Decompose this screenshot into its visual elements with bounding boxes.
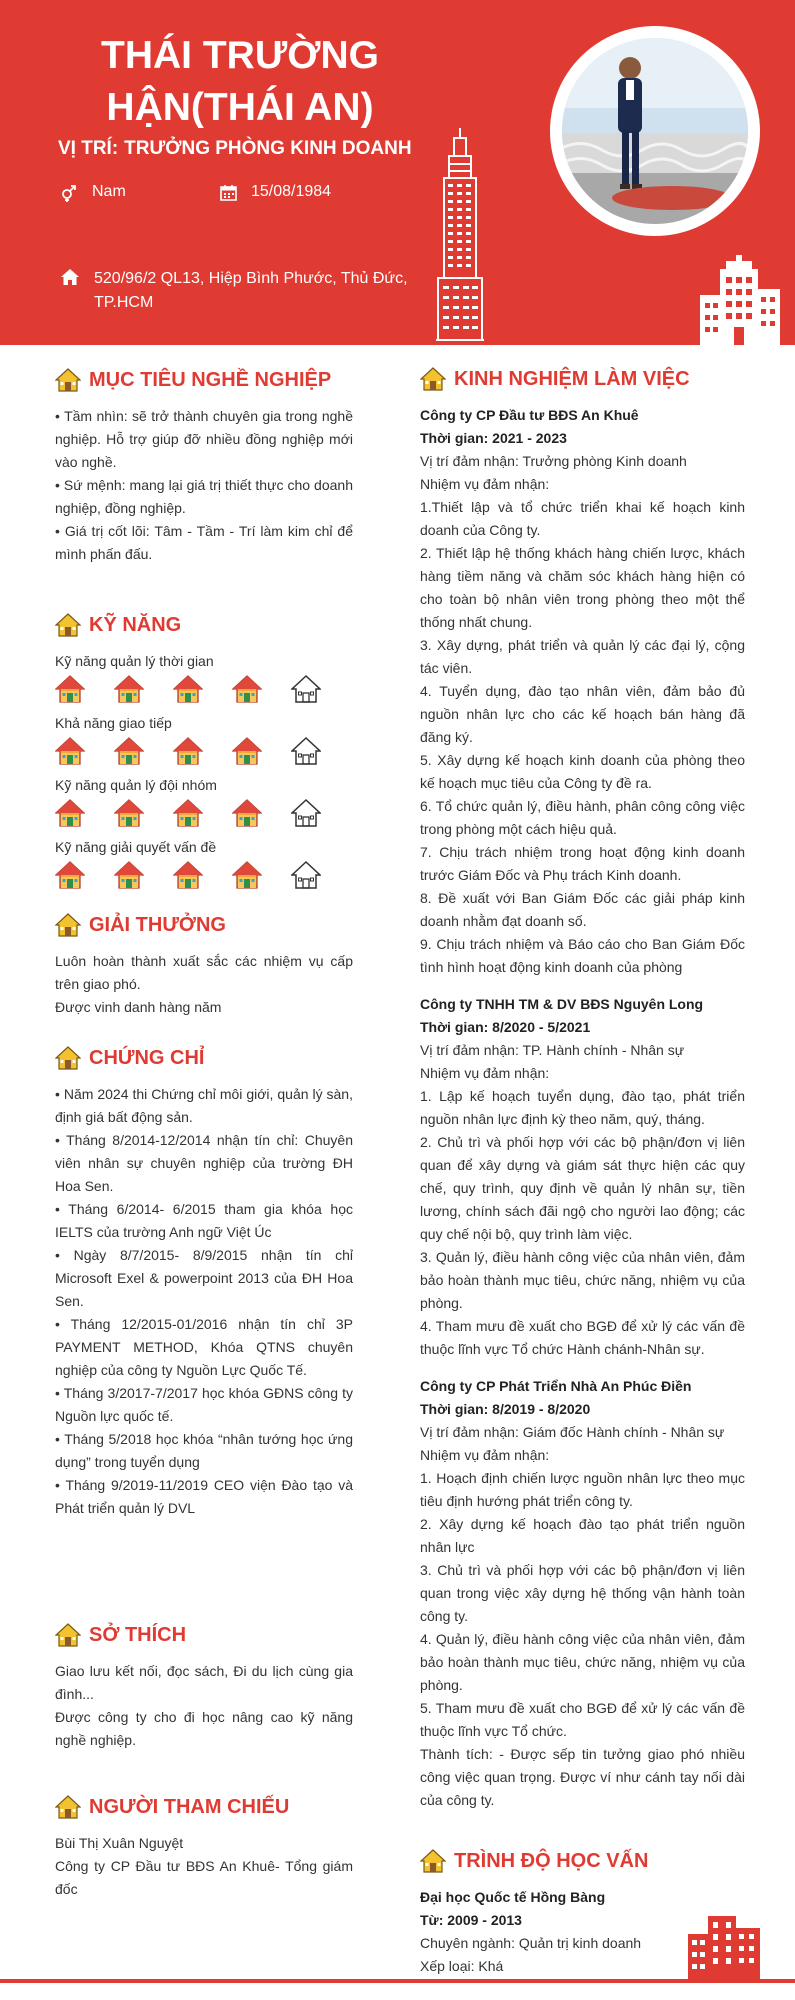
job-duty: 1. Hoạch định chiến lược nguồn nhân lực theo mục tiêu định hướng phát triển công ty. (420, 1470, 745, 1509)
house-icon (420, 1848, 446, 1874)
rating-house-filled-icon (114, 736, 144, 771)
skill-rating (55, 796, 353, 834)
experience-title: KINH NGHIỆM LÀM VIỆC (454, 367, 690, 390)
rating-house-empty-icon (291, 736, 321, 771)
certificate-item: • Ngày 8/7/2015- 8/9/2015 nhận tín chỉ Microsoft Exel & powerpoint 2013 của ĐH Hoa Sen. (55, 1247, 353, 1309)
education-time: Từ: 2009 - 2013 (420, 1912, 522, 1928)
job-duty: Vị trí đảm nhận: Giám đốc Hành chính - Nhân sự (420, 1424, 725, 1440)
dob-row (220, 183, 331, 201)
name-line-1: THÁI TRƯỜNG (101, 34, 379, 77)
job-time: Thời gian: 8/2020 - 5/2021 (420, 1019, 591, 1035)
house-icon (55, 1622, 81, 1648)
awards-heading (55, 910, 353, 940)
job-duty: 1. Lập kế hoạch tuyển dụng, đào tạo, phát triển nguồn nhân lực định kỳ theo năm, quý, tháng. (420, 1088, 745, 1127)
job-duty: Nhiệm vụ đảm nhận: (420, 476, 550, 492)
objective-heading (55, 365, 353, 395)
calendar-icon (220, 184, 237, 201)
skill-item (55, 836, 353, 896)
objective-item: • Giá trị cốt lõi: Tâm - Tầm - Trí làm kim chỉ để mình phấn đấu. (55, 523, 353, 562)
skill-name: Kỹ năng quản lý thời gian (55, 653, 214, 669)
gender-icon (60, 184, 78, 202)
awards-section (55, 910, 353, 1019)
house-icon (55, 367, 81, 393)
rating-house-filled-icon (232, 736, 262, 771)
avatar-frame (550, 26, 760, 236)
rating-house-filled-icon (55, 860, 85, 895)
certificate-item: • Tháng 6/2014- 6/2015 tham gia khóa học IELTS của trường Anh ngữ Việt Úc (55, 1201, 353, 1240)
job-duty: 2. Thiết lập hệ thống khách hàng chiến lược, khách hàng tiềm năng và chăm sóc khách hàng hiện có cho toàn bộ nhân viên trong phòng theo một thể thống nhất chung. (420, 545, 745, 630)
certificates-section (55, 1043, 353, 1520)
house-icon (55, 1045, 81, 1071)
references-section (55, 1792, 353, 1901)
hobbies-heading (55, 1620, 353, 1650)
right-column (420, 364, 745, 1978)
certificate-item: • Tháng 9/2019-11/2019 CEO viện Đào tạo và Phát triển quản lý DVL (55, 1477, 353, 1516)
rating-house-filled-icon (114, 798, 144, 833)
references-title: NGƯỜI THAM CHIẾU (89, 1795, 290, 1818)
rating-house-filled-icon (232, 860, 262, 895)
home-icon (60, 268, 80, 286)
job-duty: 9. Chịu trách nhiệm và Báo cáo cho Ban Giám Đốc tình hình hoạt động kinh doanh của phòng (420, 936, 745, 975)
rating-house-filled-icon (55, 736, 85, 771)
dob-value: 15/08/1984 (251, 183, 332, 200)
job-duty: 4. Tuyển dụng, đào tạo nhân viên, đảm bảo đủ nguồn nhân lực cho các kế hoạch bán hàng đã đăng ký. (420, 683, 745, 745)
job-duty: 3. Quản lý, điều hành công việc của nhân viên, đảm bảo hoàn thành mục tiêu, chức năng, nhiệm vụ của phòng. (420, 1249, 745, 1311)
objective-item: • Sứ mệnh: mang lại giá trị thiết thực cho doanh nghiệp, đồng nghiệp. (55, 477, 353, 516)
job-duty: 2. Chủ trì và phối hợp với các bộ phận/đơn vị liên quan để xây dựng và giám sát thực hiện các quy chế, quy trình, quy định về quản lý nhân sự, tiền lương, chính sách đãi ngộ cho người lao động; các quy chế nội bộ, quy trình làm việc. (420, 1134, 745, 1242)
gender-value: Nam (92, 183, 126, 200)
objective-section (55, 365, 353, 566)
job-company: Công ty TNHH TM & DV BĐS Nguyên Long (420, 996, 704, 1012)
job-duty: 8. Đề xuất với Ban Giám Đốc các giải pháp kinh doanh nhằm đạt doanh số. (420, 890, 745, 929)
job-company: Công ty CP Phát Triển Nhà An Phúc Điền (420, 1378, 692, 1394)
job-duty: 2. Xây dựng kế hoạch đào tạo phát triển nguồn nhân lực (420, 1516, 745, 1555)
skill-rating (55, 734, 353, 772)
reference-company: Công ty CP Đầu tư BĐS An Khuê- Tổng giám đốc (55, 1858, 353, 1897)
job-duty: 4. Tham mưu đề xuất cho BGĐ để xử lý các vấn đề thuộc lĩnh vực Tổ chức Hành chánh-Nhân sự. (420, 1318, 745, 1357)
position-line (58, 138, 412, 160)
skill-rating (55, 672, 353, 710)
certificate-item: • Tháng 8/2014-12/2014 nhận tín chỉ: Chuyên viên nhân sự chuyên nghiệp của trường ĐH Hoa Sen. (55, 1132, 353, 1194)
rating-house-filled-icon (114, 674, 144, 709)
job-duty: 7. Chịu trách nhiệm trong hoạt động kinh doanh trước Giám Đốc và Phụ trách Kinh doanh. (420, 844, 745, 883)
footer-building-illustration (688, 1912, 760, 1980)
job-duty: Vị trí đảm nhận: Trưởng phòng Kinh doanh (420, 453, 687, 469)
skills-section (55, 610, 353, 896)
certificate-item: • Tháng 12/2015-01/2016 nhận tín chỉ 3P PAYMENT METHOD, Khóa QTNS chuyên nghiệp của công ty Nguồn Lực Quốc Tế. (55, 1316, 353, 1378)
job-duty: 5. Xây dựng kế hoạch kinh doanh của phòng theo kế hoạch mục tiêu của Công ty đề ra. (420, 752, 745, 791)
skills-heading (55, 610, 353, 640)
job-duty: Thành tích: - Được sếp tin tưởng giao phó nhiều công việc quan trọng. Được ví như cánh tay nối dài của công ty. (420, 1746, 745, 1808)
rating-house-filled-icon (232, 674, 262, 709)
house-icon (420, 366, 446, 392)
job-duty: 3. Xây dựng, phát triển và quản lý các đại lý, cộng tác viên. (420, 637, 745, 676)
skill-name: Kỹ năng giải quyết vấn đề (55, 839, 217, 855)
certificates-title: CHỨNG CHỈ (89, 1046, 205, 1069)
awards-title: GIẢI THƯỞNG (89, 913, 226, 936)
house-icon (55, 912, 81, 938)
hobbies-title: SỞ THÍCH (89, 1623, 187, 1646)
skill-item (55, 650, 353, 710)
job-duty: Nhiệm vụ đảm nhận: (420, 1065, 550, 1081)
skills-list (55, 650, 353, 896)
building-illustration (700, 255, 780, 345)
rating-house-filled-icon (173, 674, 203, 709)
position-label: VỊ TRÍ: (58, 138, 119, 159)
left-column (55, 365, 353, 1901)
job-entry (420, 993, 745, 1361)
position-value: TRƯỞNG PHÒNG KINH DOANH (124, 138, 412, 159)
name-line-2: HẬN(THÁI AN) (106, 86, 374, 129)
job-duty: Vị trí đảm nhận: TP. Hành chính - Nhân sự (420, 1042, 685, 1058)
rating-house-filled-icon (55, 674, 85, 709)
avatar-photo (562, 38, 748, 224)
rating-house-empty-icon (291, 860, 321, 895)
award-item: Luôn hoàn thành xuất sắc các nhiệm vụ cấp trên giao phó. (55, 953, 353, 992)
skill-name: Kỹ năng quản lý đội nhóm (55, 777, 217, 793)
hobbies-section (55, 1620, 353, 1752)
house-icon (55, 612, 81, 638)
certificates-heading (55, 1043, 353, 1073)
candidate-name (40, 30, 440, 134)
skill-rating (55, 858, 353, 896)
house-icon (55, 1794, 81, 1820)
gender-row (60, 183, 126, 202)
skills-title: KỸ NĂNG (89, 613, 182, 636)
education-grade: Xếp loại: Khá (420, 1958, 504, 1974)
hobby-item: Giao lưu kết nối, đọc sách, Đi du lịch cùng gia đình... (55, 1663, 353, 1702)
education-heading (420, 1846, 745, 1876)
job-time: Thời gian: 2021 - 2023 (420, 430, 567, 446)
rating-house-filled-icon (173, 736, 203, 771)
references-heading (55, 1792, 353, 1822)
certificate-item: • Năm 2024 thi Chứng chỉ môi giới, quản lý sàn, định giá bất động sản. (55, 1086, 353, 1125)
education-title: TRÌNH ĐỘ HỌC VẤN (454, 1849, 649, 1872)
job-entry (420, 404, 745, 979)
tower-illustration (432, 128, 488, 343)
skill-item (55, 774, 353, 834)
jobs-list (420, 404, 745, 1812)
job-company: Công ty CP Đầu tư BĐS An Khuê (420, 407, 639, 423)
education-major: Chuyên ngành: Quản trị kinh doanh (420, 1935, 642, 1951)
hobby-item: Được công ty cho đi học nâng cao kỹ năng nghề nghiệp. (55, 1709, 353, 1748)
avatar (562, 38, 748, 224)
education-school: Đại học Quốc tế Hồng Bàng (420, 1889, 606, 1905)
job-time: Thời gian: 8/2019 - 8/2020 (420, 1401, 591, 1417)
certificate-item: • Tháng 3/2017-7/2017 học khóa GĐNS công ty Nguồn lực quốc tế. (55, 1385, 353, 1424)
skill-name: Khả năng giao tiếp (55, 715, 172, 731)
skill-item (55, 712, 353, 772)
objective-item: • Tầm nhìn: sẽ trở thành chuyên gia trong nghề nghiệp. Hỗ trợ giúp đỡ nhiều đồng nghiệp mới vào nghề. (55, 408, 353, 470)
rating-house-filled-icon (232, 798, 262, 833)
rating-house-filled-icon (173, 860, 203, 895)
award-item: Được vinh danh hàng năm (55, 999, 222, 1015)
rating-house-empty-icon (291, 798, 321, 833)
reference-name: Bùi Thị Xuân Nguyệt (55, 1835, 184, 1851)
objective-title: MỤC TIÊU NGHỀ NGHIỆP (89, 368, 332, 391)
job-duty: Nhiệm vụ đảm nhận: (420, 1447, 550, 1463)
rating-house-filled-icon (55, 798, 85, 833)
experience-heading (420, 364, 745, 394)
address-row (60, 267, 410, 315)
job-duty: 6. Tổ chức quản lý, điều hành, phân công công việc trong phòng một cách hiệu quả. (420, 798, 745, 837)
job-duty: 1.Thiết lập và tổ chức triển khai kế hoạch kinh doanh của Công ty. (420, 499, 745, 538)
experience-section (420, 364, 745, 1812)
certificate-item: • Tháng 5/2018 học khóa “nhân tướng học ứng dụng” trong tuyển dụng (55, 1431, 353, 1470)
address-value: 520/96/2 QL13, Hiệp Bình Phước, Thủ Đức, TP.HCM (94, 270, 408, 311)
rating-house-filled-icon (173, 798, 203, 833)
job-duty: 5. Tham mưu đề xuất cho BGĐ để xử lý các vấn đề thuộc lĩnh vực Tổ chức. (420, 1700, 745, 1739)
job-entry (420, 1375, 745, 1812)
rating-house-filled-icon (114, 860, 144, 895)
header-banner (0, 0, 795, 345)
job-duty: 4. Quản lý, điều hành công việc của nhân viên, đảm bảo hoàn thành mục tiêu, chức năng, nhiệm vụ của phòng. (420, 1631, 745, 1693)
rating-house-empty-icon (291, 674, 321, 709)
job-duty: 3. Chủ trì và phối hợp với các bộ phận/đơn vị liên quan trong việc xây dựng hệ thống vận hành toàn công ty. (420, 1562, 745, 1624)
footer-divider (0, 1979, 795, 1983)
